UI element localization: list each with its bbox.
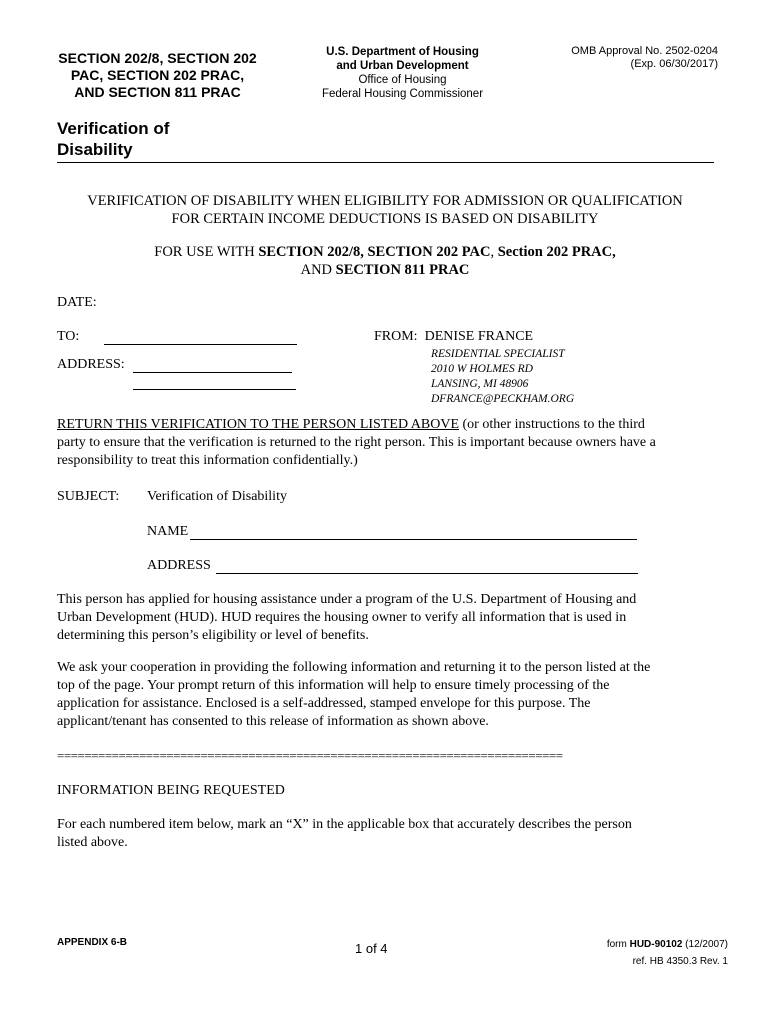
cooperation-paragraph — [57, 659, 717, 731]
program-line: SECTION 202/8, SECTION 202 — [58, 50, 257, 66]
form-title-line: Disability — [57, 140, 133, 159]
agency-line: Federal Housing Commissioner — [321, 88, 484, 100]
paragraph-line: Urban Development (HUD). HUD requires the housing owner to verify all information that is used in — [57, 610, 627, 625]
subject-address-label: ADDRESS — [147, 558, 211, 573]
from-name: DENISE FRANCE — [424, 329, 534, 344]
return-notice-line — [57, 416, 717, 434]
program-line: AND SECTION 811 PRAC — [74, 84, 241, 100]
omb-expiration: (Exp. 06/30/2017) — [630, 58, 718, 70]
return-notice-emphasis: RETURN THIS VERIFICATION TO THE PERSON LISTED ABOVE — [57, 417, 460, 432]
for-use-prac: Section 202 PRAC, — [497, 244, 616, 260]
agency-line: U.S. Department of Housing — [326, 46, 479, 58]
instruction-line: For each numbered item below, mark an “X” in the applicable box that accurately describes the person — [57, 817, 632, 832]
paragraph-line: top of the page. Your prompt return of this information will help to ensure timely processing of the — [57, 678, 610, 693]
paragraph-line: We ask your cooperation in providing the following information and returning it to the person listed at the — [57, 660, 651, 675]
form-reference — [560, 936, 728, 970]
paragraph-line: application for assistance. Enclosed is a self-addressed, stamped envelope for this purpose. The — [57, 696, 591, 711]
appendix-label: APPENDIX 6-B — [57, 937, 128, 948]
return-notice-line: party to ensure that the verification is returned to the right person. This is important because owners have a — [57, 435, 656, 450]
for-use-811: SECTION 811 PRAC — [335, 262, 470, 278]
for-use-prefix: FOR USE WITH — [154, 244, 259, 260]
paragraph-line: determining this person’s eligibility or level of benefits. — [57, 628, 369, 643]
from-details — [431, 347, 574, 407]
instruction-line: listed above. — [57, 835, 128, 850]
program-sections-header — [40, 50, 275, 101]
paragraph-line: This person has applied for housing assistance under a program of the U.S. Department of Housing and — [57, 592, 637, 607]
handbook-ref: ref. HB 4350.3 Rev. 1 — [632, 956, 728, 967]
from-city: LANSING, MI 48906 — [431, 378, 529, 390]
date-label: DATE: — [57, 295, 97, 310]
to-label: TO: — [57, 329, 80, 344]
page-number: 1 of 4 — [355, 941, 388, 956]
for-use-line2 — [40, 261, 730, 279]
for-use-sections: SECTION 202/8, SECTION 202 PAC — [258, 244, 491, 260]
info-heading: INFORMATION BEING REQUESTED — [57, 783, 285, 798]
address-field-line1[interactable] — [133, 357, 292, 373]
agency-line: Office of Housing — [358, 74, 447, 86]
title-divider — [57, 162, 714, 163]
address-field-line2[interactable] — [133, 374, 296, 390]
heading-line: VERIFICATION OF DISABILITY WHEN ELIGIBILITY FOR ADMISSION OR QUALIFICATION — [87, 193, 683, 209]
paragraph-line: applicant/tenant has consented to this release of information as shown above. — [57, 714, 489, 729]
subject-address-field[interactable] — [216, 558, 638, 574]
to-field[interactable] — [104, 329, 297, 345]
for-use-with — [40, 243, 730, 279]
agency-line: and Urban Development — [336, 60, 469, 72]
for-use-line1 — [40, 243, 730, 261]
from-line — [374, 328, 533, 346]
form-date: (12/2007) — [682, 939, 728, 950]
form-title — [57, 118, 169, 160]
subject-value: Verification of Disability — [147, 489, 287, 504]
subject-label: SUBJECT: — [57, 489, 120, 504]
hud-purpose-paragraph — [57, 591, 717, 645]
info-instructions — [57, 816, 717, 852]
form-title-line: Verification of — [57, 119, 170, 138]
from-street: 2010 W HOLMES RD — [431, 363, 533, 375]
omb-approval — [540, 45, 718, 71]
for-use-separator: , — [490, 244, 498, 260]
agency-header — [300, 45, 505, 101]
heading-line: FOR CERTAIN INCOME DEDUCTIONS IS BASED ON DISABILITY — [171, 211, 599, 227]
name-label: NAME — [147, 524, 189, 539]
form-number — [560, 936, 728, 953]
program-line: PAC, SECTION 202 PRAC, — [70, 67, 245, 83]
return-notice — [57, 416, 717, 470]
for-use-and: AND — [300, 262, 336, 278]
omb-number: OMB Approval No. 2502-0204 — [571, 45, 718, 57]
section-separator: ========================================================================== — [57, 748, 563, 763]
name-field[interactable] — [190, 524, 637, 540]
from-email: DFRANCE@PECKHAM.ORG — [431, 393, 575, 405]
from-label: FROM: — [374, 329, 418, 344]
address-label: ADDRESS: — [57, 357, 125, 372]
return-notice-line: responsibility to treat this information confidentially.) — [57, 453, 358, 468]
return-notice-rest: (or other instructions to the third — [459, 417, 645, 432]
form-prefix: form — [606, 939, 630, 950]
from-title: RESIDENTIAL SPECIALIST — [431, 348, 565, 360]
form-id: HUD-90102 — [629, 939, 683, 950]
verification-heading — [40, 192, 730, 228]
